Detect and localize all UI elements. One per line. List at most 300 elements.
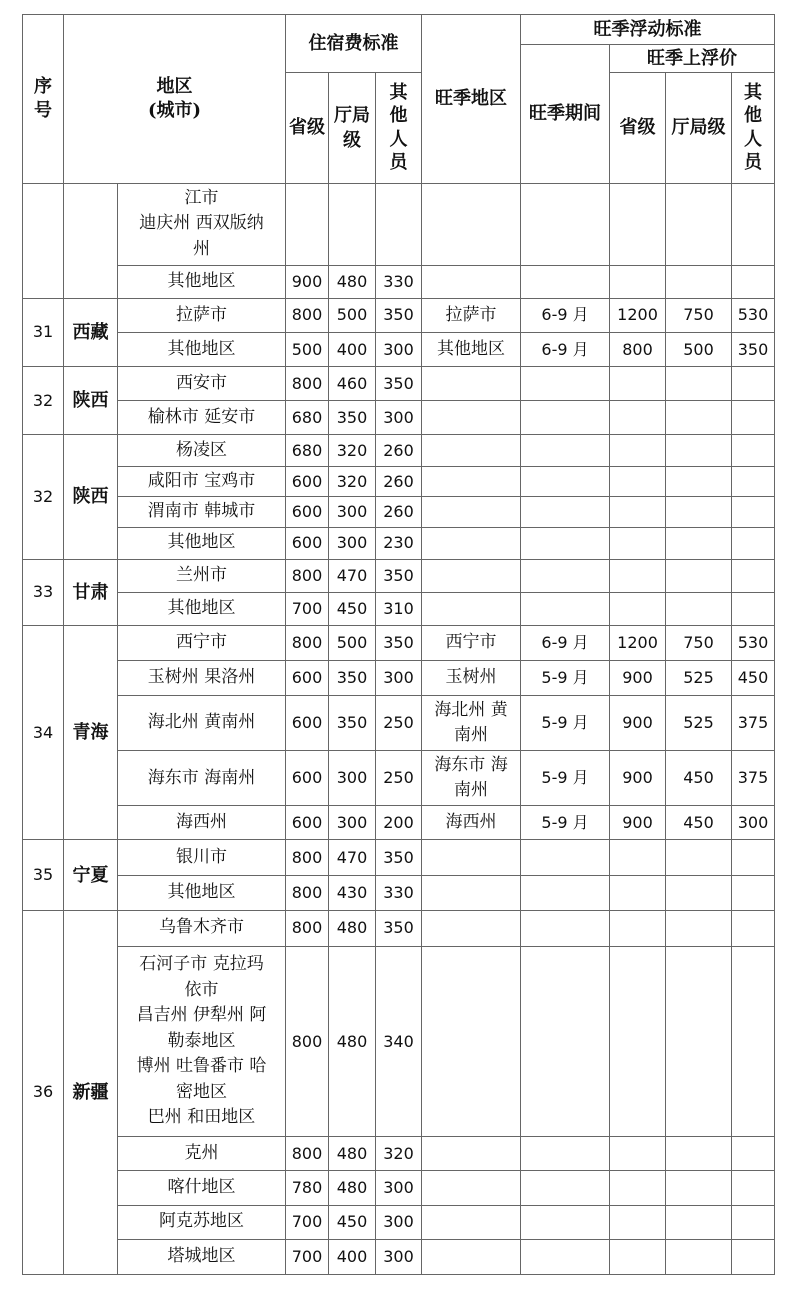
peak-period-cell (521, 840, 610, 875)
header-others-char: 人 (389, 128, 408, 150)
others-rate: 350 (376, 298, 422, 332)
peak-period-cell (521, 946, 610, 1137)
city-cell-line: 咸阳市 宝鸡市 (147, 471, 256, 492)
peak-region-cell (422, 183, 521, 265)
peak-provincial-rate (610, 497, 666, 527)
table-row (23, 265, 775, 298)
header-others (376, 73, 422, 183)
header-region-label: 地区 (156, 76, 193, 98)
peak-region-cell (422, 1239, 521, 1274)
bureau-rate: 500 (329, 298, 376, 332)
province-name: 甘肃 (64, 559, 118, 625)
lodging-standard-table (22, 14, 775, 1275)
peak-period-cell (521, 559, 610, 592)
peak-region-cell (422, 265, 521, 298)
city-cell (118, 435, 286, 467)
city-cell (118, 367, 286, 401)
peak-period-cell (521, 527, 610, 559)
peak-region-cell (422, 660, 521, 695)
peak-provincial-rate (610, 910, 666, 946)
header-peak-up: 旺季上浮价 (610, 45, 775, 73)
peak-others-rate (732, 840, 775, 875)
peak-bureau-rate (666, 467, 732, 497)
city-cell-line: 渭南市 韩城市 (147, 501, 256, 522)
city-cell-line: 兰州市 (176, 564, 227, 585)
peak-provincial-rate: 800 (610, 332, 666, 366)
peak-others-rate (732, 183, 775, 265)
provincial-rate: 700 (286, 1205, 329, 1239)
peak-bureau-rate (666, 875, 732, 910)
peak-bureau-rate (666, 1171, 732, 1205)
peak-provincial-rate (610, 1171, 666, 1205)
city-cell (118, 527, 286, 559)
city-cell (118, 946, 286, 1137)
peak-bureau-rate (666, 1137, 732, 1171)
peak-bureau-rate (666, 559, 732, 592)
peak-provincial-rate (610, 265, 666, 298)
table-row (23, 298, 775, 332)
peak-bureau-rate (666, 592, 732, 625)
table-row (23, 1171, 775, 1205)
city-cell (118, 1239, 286, 1274)
bureau-rate: 470 (329, 559, 376, 592)
city-cell-line: 巴州 和田地区 (147, 1107, 256, 1128)
bureau-rate: 320 (329, 435, 376, 467)
header-up-others-char: 人 (744, 128, 763, 150)
peak-bureau-rate: 500 (666, 332, 732, 366)
others-rate: 320 (376, 1137, 422, 1171)
bureau-rate: 480 (329, 1171, 376, 1205)
bureau-rate: 460 (329, 367, 376, 401)
provincial-rate: 600 (286, 527, 329, 559)
header-region-sub: (城市) (147, 99, 202, 121)
peak-period-cell: 6-9 月 (521, 332, 610, 366)
peak-bureau-rate: 750 (666, 298, 732, 332)
provincial-rate: 600 (286, 806, 329, 840)
city-cell-line: 榆林市 延安市 (147, 406, 256, 427)
others-rate: 330 (376, 265, 422, 298)
peak-others-rate: 300 (732, 806, 775, 840)
peak-others-rate (732, 367, 775, 401)
bureau-rate (329, 183, 376, 265)
peak-region-cell-line: 玉树州 (445, 667, 497, 688)
provincial-rate: 680 (286, 401, 329, 435)
bureau-rate: 400 (329, 1239, 376, 1274)
others-rate: 350 (376, 559, 422, 592)
city-cell (118, 625, 286, 660)
peak-bureau-rate (666, 497, 732, 527)
peak-others-rate: 375 (732, 696, 775, 751)
province-name (64, 183, 118, 298)
others-rate: 300 (376, 401, 422, 435)
city-cell-line: 密地区 (176, 1081, 227, 1102)
peak-bureau-rate: 750 (666, 625, 732, 660)
bureau-rate: 430 (329, 875, 376, 910)
header-up-provincial: 省级 (610, 73, 666, 183)
table-row (23, 806, 775, 840)
peak-region-cell (422, 559, 521, 592)
peak-provincial-rate (610, 401, 666, 435)
peak-others-rate: 530 (732, 625, 775, 660)
table-row (23, 401, 775, 435)
peak-region-cell (422, 806, 521, 840)
bureau-rate: 300 (329, 497, 376, 527)
bureau-rate: 450 (329, 592, 376, 625)
city-cell-line: 玉树州 果洛州 (147, 667, 256, 688)
others-rate (376, 183, 422, 265)
province-name: 陕西 (64, 367, 118, 435)
peak-period-cell (521, 497, 610, 527)
peak-bureau-rate (666, 527, 732, 559)
bureau-rate: 320 (329, 467, 376, 497)
table-row (23, 497, 775, 527)
provincial-rate: 600 (286, 660, 329, 695)
peak-bureau-rate (666, 401, 732, 435)
peak-region-cell (422, 332, 521, 366)
peak-period-cell (521, 401, 610, 435)
peak-provincial-rate (610, 840, 666, 875)
peak-region-cell (422, 625, 521, 660)
peak-region-cell (422, 1205, 521, 1239)
peak-others-rate (732, 435, 775, 467)
provincial-rate: 800 (286, 910, 329, 946)
peak-region-cell (422, 875, 521, 910)
others-rate: 260 (376, 497, 422, 527)
city-cell (118, 1205, 286, 1239)
city-cell-line: 迪庆州 西双版纳 (139, 213, 264, 234)
city-cell-line: 其他地区 (167, 598, 236, 618)
header-peak-standard: 旺季浮动标准 (521, 15, 775, 45)
peak-region-cell-line: 海西州 (445, 812, 497, 833)
provincial-rate: 800 (286, 875, 329, 910)
others-rate: 300 (376, 660, 422, 695)
peak-others-rate (732, 910, 775, 946)
peak-others-rate (732, 559, 775, 592)
provincial-rate: 500 (286, 332, 329, 366)
others-rate: 300 (376, 1205, 422, 1239)
others-rate: 340 (376, 946, 422, 1137)
row-number: 32 (23, 367, 64, 435)
city-cell-line: 西安市 (176, 372, 227, 393)
peak-period-cell: 5-9 月 (521, 751, 610, 806)
peak-others-rate (732, 467, 775, 497)
peak-region-cell-line: 拉萨市 (445, 304, 497, 325)
header-bureau-char: 级 (343, 129, 362, 151)
others-rate: 350 (376, 840, 422, 875)
others-rate: 250 (376, 751, 422, 806)
peak-others-rate: 375 (732, 751, 775, 806)
peak-others-rate (732, 401, 775, 435)
city-cell (118, 265, 286, 298)
others-rate: 230 (376, 527, 422, 559)
city-cell-line: 西宁市 (176, 632, 227, 653)
header-row-1 (23, 15, 775, 45)
peak-region-cell (422, 497, 521, 527)
row-number: 34 (23, 625, 64, 840)
peak-period-cell (521, 1239, 610, 1274)
peak-period-cell (521, 367, 610, 401)
peak-others-rate (732, 1239, 775, 1274)
peak-period-cell (521, 183, 610, 265)
peak-others-rate (732, 1137, 775, 1171)
peak-bureau-rate (666, 910, 732, 946)
table-row (23, 527, 775, 559)
others-rate: 300 (376, 332, 422, 366)
peak-region-cell (422, 401, 521, 435)
city-cell (118, 1171, 286, 1205)
city-cell-line: 其他地区 (167, 271, 236, 292)
table-row (23, 592, 775, 625)
others-rate: 310 (376, 592, 422, 625)
header-up-others (732, 73, 775, 183)
provincial-rate: 800 (286, 1137, 329, 1171)
header-others-char: 其 (389, 82, 408, 104)
bureau-rate: 470 (329, 840, 376, 875)
header-provincial: 省级 (286, 73, 329, 183)
city-cell (118, 875, 286, 910)
peak-region-cell (422, 367, 521, 401)
province-name: 西藏 (64, 298, 118, 366)
peak-period-cell (521, 1137, 610, 1171)
peak-region-cell (422, 592, 521, 625)
provincial-rate: 600 (286, 497, 329, 527)
table-row (23, 910, 775, 946)
peak-region-cell (422, 467, 521, 497)
table-row (23, 840, 775, 875)
city-cell (118, 401, 286, 435)
city-cell (118, 840, 286, 875)
city-cell-line: 海西州 (176, 812, 227, 833)
city-cell-line: 勒泰地区 (167, 1030, 236, 1051)
province-name: 宁夏 (64, 840, 118, 910)
header-peak-period: 旺季期间 (521, 45, 610, 183)
peak-period-cell (521, 875, 610, 910)
city-cell (118, 806, 286, 840)
peak-region-cell-line: 海东市 海 (434, 754, 508, 775)
city-cell-line: 银川市 (176, 846, 227, 867)
peak-region-cell (422, 946, 521, 1137)
table-row (23, 625, 775, 660)
bureau-rate: 480 (329, 1137, 376, 1171)
peak-region-cell (422, 840, 521, 875)
peak-region-cell-line: 其他地区 (437, 338, 506, 359)
peak-region-cell (422, 435, 521, 467)
city-cell-line: 江市 (184, 187, 219, 208)
peak-bureau-rate (666, 840, 732, 875)
header-up-others-char: 员 (744, 152, 763, 174)
peak-others-rate (732, 265, 775, 298)
peak-bureau-rate (666, 1239, 732, 1274)
city-cell-line: 杨凌区 (176, 440, 227, 461)
provincial-rate: 800 (286, 946, 329, 1137)
peak-provincial-rate: 900 (610, 751, 666, 806)
header-region (64, 15, 286, 184)
others-rate: 330 (376, 875, 422, 910)
peak-period-cell: 5-9 月 (521, 660, 610, 695)
table-row (23, 696, 775, 751)
peak-period-cell (521, 1205, 610, 1239)
provincial-rate: 600 (286, 467, 329, 497)
table-row (23, 332, 775, 366)
header-lodging: 住宿费标准 (286, 15, 422, 73)
peak-provincial-rate: 900 (610, 806, 666, 840)
peak-period-cell: 6-9 月 (521, 298, 610, 332)
provincial-rate: 700 (286, 592, 329, 625)
bureau-rate: 480 (329, 265, 376, 298)
city-cell (118, 298, 286, 332)
city-cell-line: 海北州 黄南州 (147, 712, 256, 733)
bureau-rate: 300 (329, 527, 376, 559)
city-cell-line: 其他地区 (167, 532, 236, 553)
bureau-rate: 350 (329, 401, 376, 435)
bureau-rate: 300 (329, 806, 376, 840)
peak-provincial-rate (610, 367, 666, 401)
province-name: 新疆 (64, 910, 118, 1274)
provincial-rate: 600 (286, 696, 329, 751)
peak-bureau-rate: 450 (666, 806, 732, 840)
provincial-rate: 600 (286, 751, 329, 806)
peak-others-rate (732, 527, 775, 559)
peak-region-cell (422, 298, 521, 332)
city-cell-line: 州 (193, 238, 210, 259)
table-body (23, 15, 775, 1275)
peak-region-cell-line: 南州 (454, 725, 489, 746)
peak-provincial-rate (610, 435, 666, 467)
city-cell (118, 751, 286, 806)
table-row (23, 1239, 775, 1274)
others-rate: 200 (376, 806, 422, 840)
peak-period-cell (521, 592, 610, 625)
peak-others-rate (732, 592, 775, 625)
city-cell (118, 910, 286, 946)
bureau-rate: 300 (329, 751, 376, 806)
bureau-rate: 350 (329, 696, 376, 751)
provincial-rate: 780 (286, 1171, 329, 1205)
provincial-rate: 700 (286, 1239, 329, 1274)
peak-bureau-rate (666, 435, 732, 467)
provincial-rate: 800 (286, 298, 329, 332)
provincial-rate: 800 (286, 367, 329, 401)
peak-period-cell: 5-9 月 (521, 696, 610, 751)
table-row (23, 1137, 775, 1171)
city-cell-line: 阿克苏地区 (159, 1211, 244, 1232)
city-cell-line: 克州 (184, 1143, 219, 1164)
provincial-rate (286, 183, 329, 265)
peak-provincial-rate: 900 (610, 696, 666, 751)
city-cell-line: 依市 (184, 979, 219, 1000)
peak-bureau-rate (666, 1205, 732, 1239)
peak-period-cell: 5-9 月 (521, 806, 610, 840)
others-rate: 260 (376, 467, 422, 497)
header-others-char: 员 (389, 152, 408, 174)
city-cell-line: 拉萨市 (176, 304, 227, 325)
peak-others-rate (732, 497, 775, 527)
peak-region-cell-line: 海北州 黄 (434, 699, 508, 720)
row-number: 31 (23, 298, 64, 366)
others-rate: 300 (376, 1239, 422, 1274)
bureau-rate: 400 (329, 332, 376, 366)
peak-provincial-rate: 1200 (610, 625, 666, 660)
peak-provincial-rate (610, 875, 666, 910)
peak-provincial-rate (610, 467, 666, 497)
peak-period-cell: 6-9 月 (521, 625, 610, 660)
peak-provincial-rate: 1200 (610, 298, 666, 332)
row-number (23, 183, 64, 298)
peak-region-cell (422, 527, 521, 559)
peak-period-cell (521, 265, 610, 298)
table-row (23, 559, 775, 592)
city-cell-line: 海东市 海南州 (147, 767, 256, 788)
peak-bureau-rate (666, 183, 732, 265)
city-cell (118, 183, 286, 265)
table-row (23, 946, 775, 1137)
others-rate: 250 (376, 696, 422, 751)
city-cell-line: 博州 吐鲁番市 哈 (136, 1056, 267, 1077)
header-no (23, 15, 64, 184)
table-row (23, 1205, 775, 1239)
peak-provincial-rate (610, 1239, 666, 1274)
peak-bureau-rate: 450 (666, 751, 732, 806)
peak-period-cell (521, 467, 610, 497)
peak-provincial-rate (610, 183, 666, 265)
others-rate: 350 (376, 910, 422, 946)
peak-provincial-rate (610, 592, 666, 625)
peak-region-cell (422, 751, 521, 806)
peak-region-cell-line: 南州 (454, 780, 489, 801)
peak-region-cell (422, 1137, 521, 1171)
peak-period-cell (521, 435, 610, 467)
city-cell (118, 559, 286, 592)
header-others-char: 他 (389, 105, 408, 127)
city-cell (118, 467, 286, 497)
bureau-rate: 450 (329, 1205, 376, 1239)
row-number: 36 (23, 910, 64, 1274)
peak-region-cell-line: 西宁市 (445, 632, 497, 653)
peak-provincial-rate: 900 (610, 660, 666, 695)
peak-others-rate (732, 1205, 775, 1239)
peak-period-cell (521, 910, 610, 946)
bureau-rate: 480 (329, 946, 376, 1137)
peak-bureau-rate: 525 (666, 660, 732, 695)
city-cell (118, 497, 286, 527)
provincial-rate: 800 (286, 840, 329, 875)
peak-period-cell (521, 1171, 610, 1205)
table-row (23, 183, 775, 265)
others-rate: 300 (376, 1171, 422, 1205)
row-number: 35 (23, 840, 64, 910)
peak-bureau-rate (666, 946, 732, 1137)
city-cell-line: 其他地区 (167, 881, 236, 902)
peak-provincial-rate (610, 527, 666, 559)
peak-bureau-rate: 525 (666, 696, 732, 751)
peak-others-rate (732, 946, 775, 1137)
city-cell (118, 332, 286, 366)
row-number: 32 (23, 435, 64, 559)
others-rate: 260 (376, 435, 422, 467)
city-cell (118, 660, 286, 695)
peak-region-cell (422, 696, 521, 751)
province-name: 陕西 (64, 435, 118, 559)
header-up-others-char: 其 (744, 82, 763, 104)
header-peak-region: 旺季地区 (422, 15, 521, 184)
header-up-others-char: 他 (744, 105, 763, 127)
peak-region-cell (422, 910, 521, 946)
table-row (23, 435, 775, 467)
row-number: 33 (23, 559, 64, 625)
peak-others-rate: 350 (732, 332, 775, 366)
peak-provincial-rate (610, 946, 666, 1137)
table-row (23, 875, 775, 910)
